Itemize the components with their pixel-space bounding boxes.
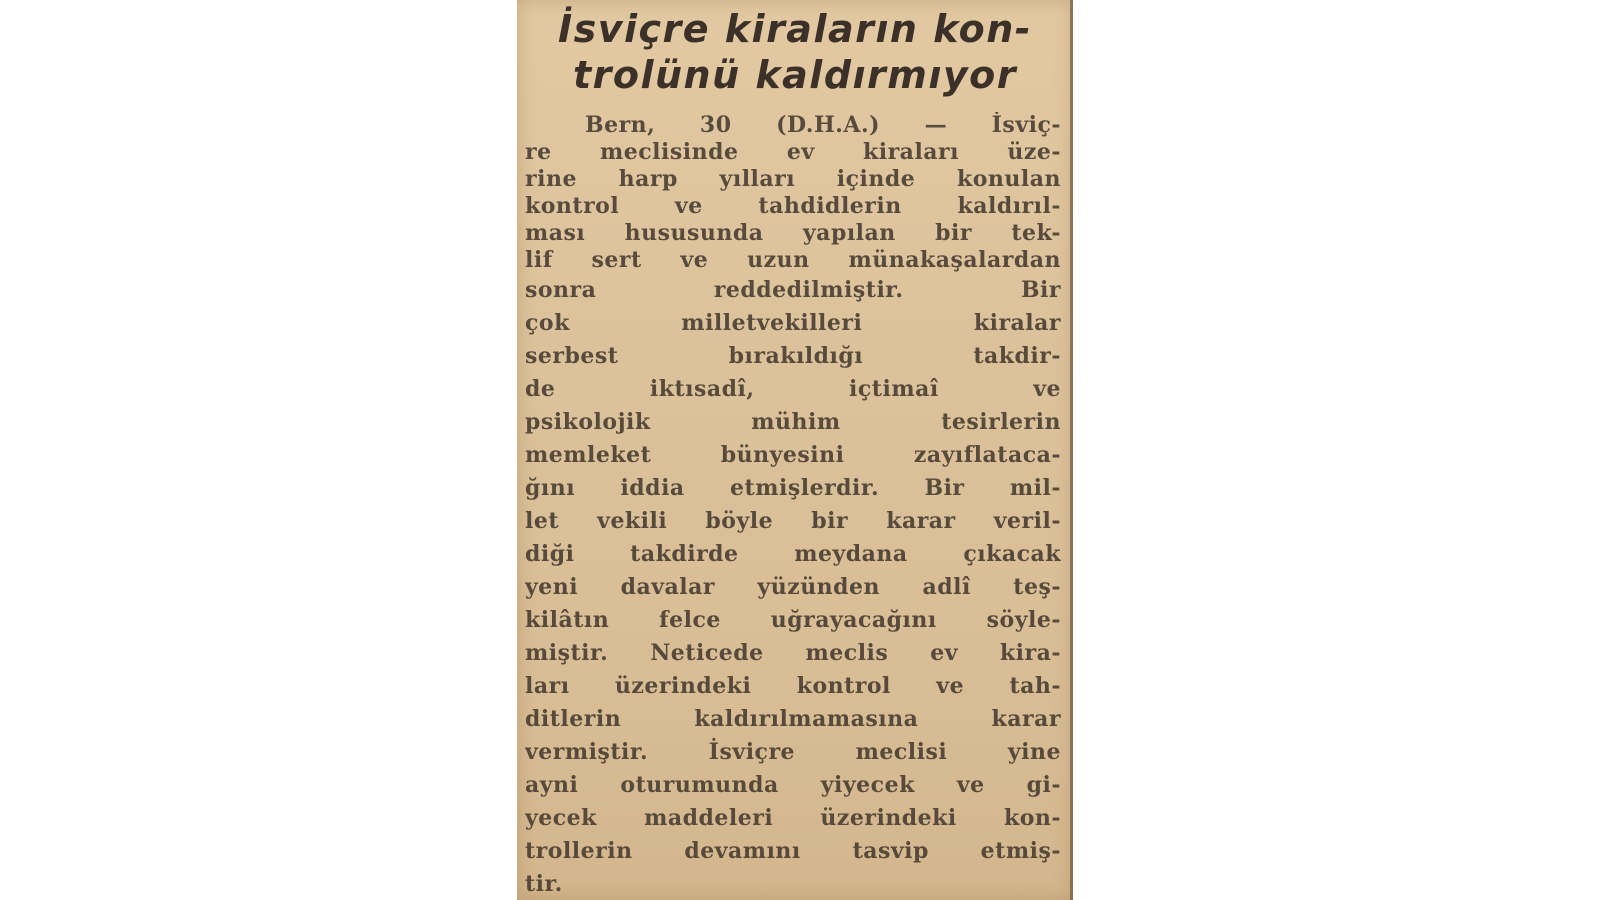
article-line: diği takdirde meydana çıkacak [525, 541, 1061, 567]
article-line: re meclisinde ev kiraları üze- [525, 139, 1061, 165]
article-line: ayni oturumunda yiyecek ve gi- [525, 772, 1061, 798]
article-line: memleket bünyesini zayıflataca- [525, 442, 1061, 468]
article-body [517, 98, 1073, 900]
article-line: yecek maddeleri üzerindeki kon- [525, 805, 1061, 831]
article-headline: İsviçre kiraların kon- trolünü kaldırmıyor [557, 7, 1033, 97]
article-line: ğını iddia etmişlerdir. Bir mil- [525, 475, 1061, 501]
newspaper-clipping [517, 0, 1073, 900]
article-line: Bern, 30 (D.H.A.) — İsviç- [585, 112, 1061, 138]
article-line: vermiştir. İsviçre meclisi yine [525, 739, 1061, 765]
article-line: lif sert ve uzun münakaşalardan [525, 247, 1061, 273]
article-line: yeni davalar yüzünden adlî teş- [525, 574, 1061, 600]
article-line: psikolojik mühim tesirlerin [525, 409, 1061, 435]
article-line: trollerin devamını tasvip etmiş- [525, 838, 1061, 864]
article-line: let vekili böyle bir karar veril- [525, 508, 1061, 534]
article-line: rine harp yılları içinde konulan [525, 166, 1061, 192]
article-line: kilâtın felce uğrayacağını söyle- [525, 607, 1061, 633]
article-line: kontrol ve tahdidlerin kaldırıl- [525, 193, 1061, 219]
article-line: ması hususunda yapılan bir tek- [525, 220, 1061, 246]
article-line: miştir. Neticede meclis ev kira- [525, 640, 1061, 666]
article-line: serbest bırakıldığı takdir- [525, 343, 1061, 369]
article-line: çok milletvekilleri kiralar [525, 310, 1061, 336]
article-line: tir. [525, 871, 563, 897]
article-line: ları üzerindeki kontrol ve tah- [525, 673, 1061, 699]
article-line: de iktısadî, içtimaî ve [525, 376, 1061, 402]
article-line: ditlerin kaldırılmamasına karar [525, 706, 1061, 732]
article-line: sonra reddedilmiştir. Bir [525, 277, 1061, 303]
